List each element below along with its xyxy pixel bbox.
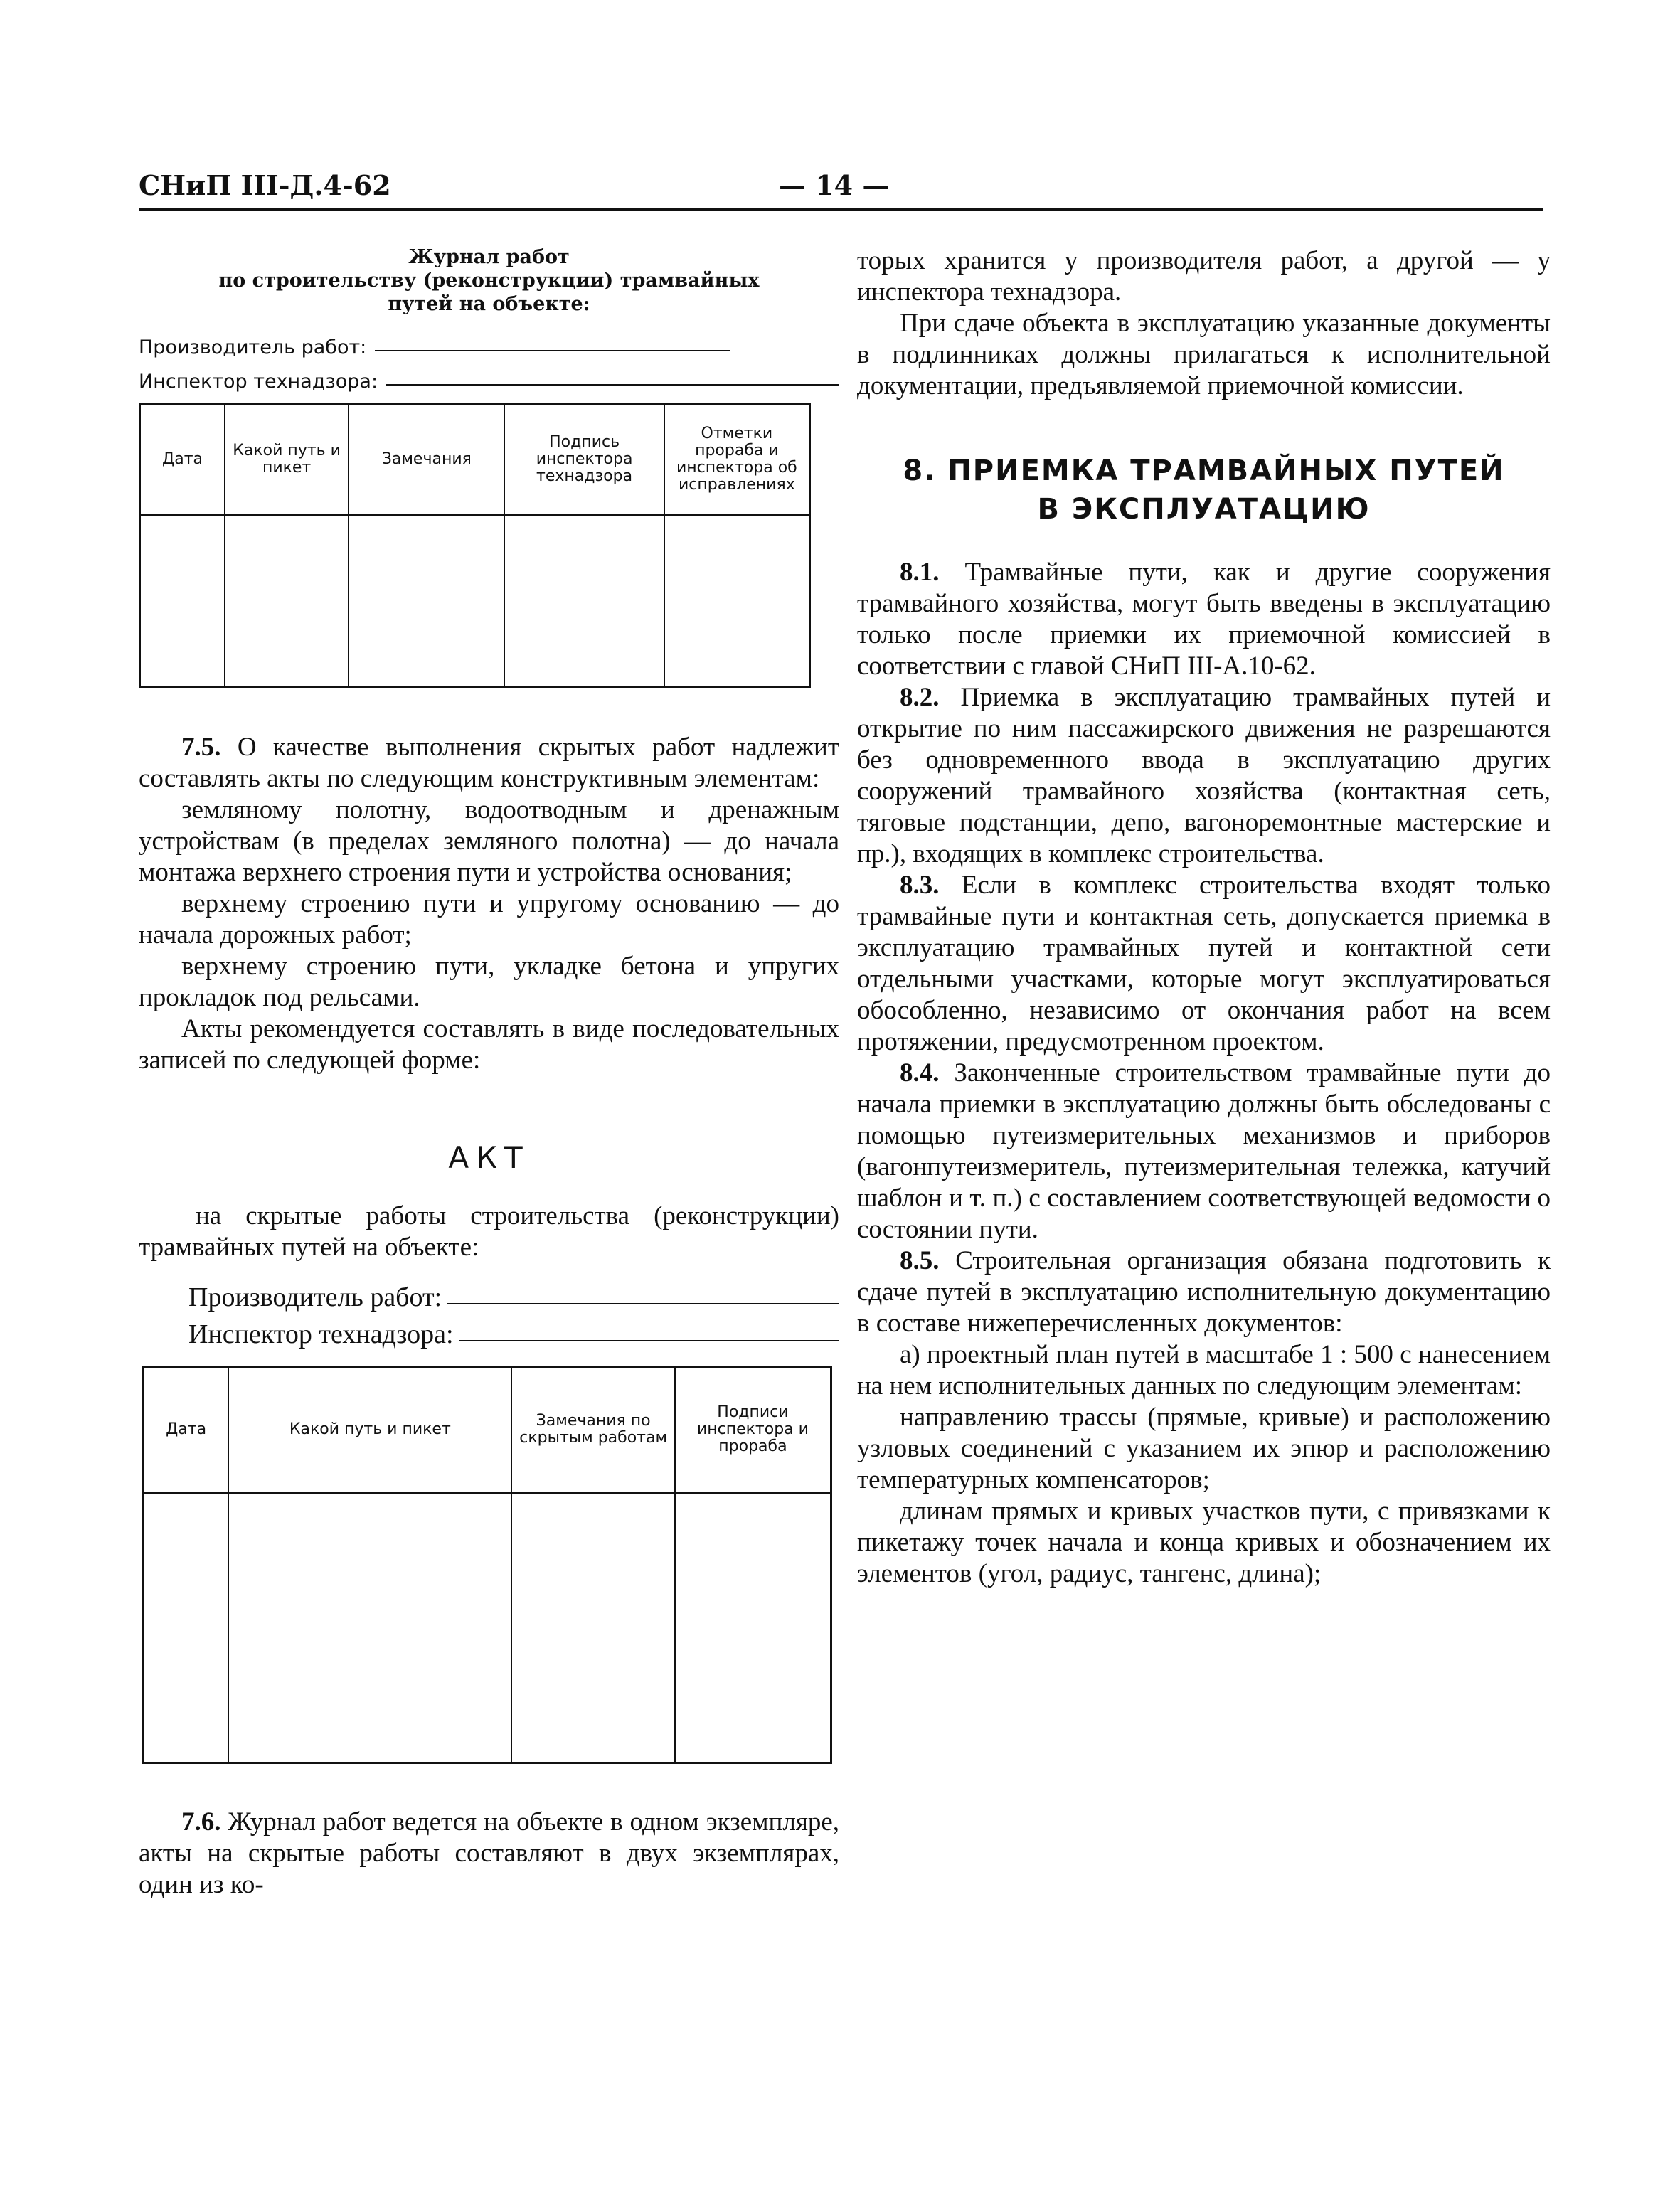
col-track-picket: Какой путь и пикет	[225, 404, 349, 516]
col-signatures: Подписи инспектора и прораба	[675, 1367, 831, 1493]
paragraph-8-5	[857, 1245, 1551, 1339]
col-date: Дата	[144, 1367, 229, 1493]
table-cell	[228, 1493, 511, 1763]
producer-blank-line	[375, 350, 730, 351]
producer-label: Производитель работ:	[188, 1282, 442, 1312]
page-number: — 14 —	[779, 169, 890, 201]
journal-title-line: путей на объекте:	[388, 293, 590, 315]
table-cell	[511, 1493, 674, 1763]
paragraph-text: Акты рекомендуется составлять в виде последовательных записей по следующей форме:	[139, 1014, 839, 1075]
paragraph-text: Строительная организация обязана подготовить к сдаче путей в эксплуатацию исполнительную документацию в составе нижеперечисленных документов:	[857, 1246, 1551, 1338]
inspector-label: Инспектор технадзора:	[139, 371, 378, 393]
document-code: СНиП III-Д.4-62	[139, 169, 391, 201]
table-row	[140, 516, 810, 687]
list-item: верхнему строению пути и упругому основанию — до начала дорожных работ;	[139, 889, 839, 950]
journal-inspector-field	[139, 358, 839, 393]
paragraph-text: О качестве выполнения скрытых работ надлежит составлять акты по следующим конструктивным элементам:	[139, 733, 839, 793]
paragraph-text: Если в комплекс строительства входят только трамвайные пути и контактная сеть, допускается приемка в эксплуатацию трамвайных путей и контактной сети отдельными участками, которые могут эксплуатироваться обособленно, независимо от окончания работ на всем протяжении, предусмотренном проектом.	[857, 871, 1551, 1056]
col-track-picket: Какой путь и пикет	[228, 1367, 511, 1493]
right-column	[857, 245, 1551, 1590]
paragraph-continuation: торых хранится у производителя работ, а другой — у инспектора технадзора.	[857, 246, 1551, 307]
section-heading-line: 8. ПРИЕМКА ТРАМВАЙНЫХ ПУТЕЙ	[903, 454, 1505, 487]
list-item: длинам прямых и кривых участков пути, с привязками к пикетажу точек начала и конца кривых и обозначением их элементов (угол, радиус, тангенс, длина);	[857, 1496, 1551, 1588]
akt-inspector-field	[139, 1313, 839, 1350]
journal-table-header	[140, 404, 810, 516]
section-8-heading	[857, 452, 1551, 528]
table-cell	[349, 516, 504, 687]
paragraph-8-2	[857, 682, 1551, 870]
table-cell	[225, 516, 349, 687]
producer-blank-line	[447, 1303, 839, 1304]
akt-table	[142, 1366, 832, 1764]
col-date: Дата	[140, 404, 225, 516]
paragraph-text: Трамвайные пути, как и другие сооружения трамвайного хозяйства, могут быть введены в эксплуатацию только после приемки их приемочной комиссией в соответствии с главой СНиП III-А.10-62.	[857, 558, 1551, 681]
list-item: земляному полотну, водоотводным и дренажным устройствам (в пределах земляного полотна) — до начала монтажа верхнего строения пути и устройства основания;	[139, 795, 839, 887]
paragraph-text: При сдаче объекта в эксплуатацию указанные документы в подлинниках должны прилагаться к исполнительной документации, предъявляемой приемочной комиссии.	[857, 309, 1551, 400]
paragraph-number: 7.6.	[181, 1807, 221, 1836]
inspector-label: Инспектор технадзора:	[188, 1319, 454, 1349]
table-cell	[675, 1493, 831, 1763]
paragraph-8-3	[857, 870, 1551, 1058]
left-column	[139, 245, 839, 1900]
journal-title	[139, 245, 839, 316]
inspector-blank-line	[386, 384, 839, 386]
paragraph-number: 8.4.	[900, 1058, 940, 1088]
akt-subtitle: на скрытые работы строительства (реконструкции) трамвайных путей на объекте:	[139, 1201, 839, 1262]
list-item: верхнему строению пути, укладке бетона и упругих прокладок под рельсами.	[139, 952, 839, 1012]
journal-title-line: Журнал работ	[408, 246, 570, 268]
paragraph-8-4	[857, 1058, 1551, 1245]
akt-table-header	[144, 1367, 831, 1493]
col-correction-notes: Отметки прораба и инспектора об исправлениях	[664, 404, 810, 516]
col-remarks: Замечания	[349, 404, 504, 516]
paragraph-text: Приемка в эксплуатацию трамвайных путей и открытие по ним пассажирского движения не разрешаются без одновременного ввода в эксплуатацию других сооружений трамвайного хозяйства (контактная сеть, тяговые подстанции, депо, вагоноремонтные мастерские и пр.), входящих в комплекс строительства.	[857, 683, 1551, 868]
paragraph-number: 8.5.	[900, 1246, 940, 1275]
akt-producer-field	[139, 1276, 839, 1313]
col-hidden-work-remarks: Замечания по скрытым работам	[511, 1367, 674, 1493]
paragraph-number: 8.2.	[900, 683, 940, 712]
producer-label: Производитель работ:	[139, 336, 367, 358]
paragraph-number: 8.1.	[900, 558, 940, 587]
paragraph-7-5	[139, 732, 839, 794]
journal-title-line: по строительству (реконструкции) трамвайных	[218, 270, 760, 292]
section-heading-line: В ЭКСПЛУАТАЦИЮ	[1037, 493, 1371, 526]
header-rule	[139, 208, 1543, 211]
table-cell	[504, 516, 664, 687]
table-cell	[664, 516, 810, 687]
page-header	[139, 169, 1543, 212]
journal-producer-field	[139, 324, 839, 358]
list-item: направлению трассы (прямые, кривые) и расположению узловых соединений с указанием их эпюр и расположению температурных компенсаторов;	[857, 1403, 1551, 1494]
paragraph-text: Законченные строительством трамвайные пути до начала приемки в эксплуатацию должны быть обследованы с помощью путеизмерительных механизмов и приборов (вагонпутеизмеритель, путеизмерительная тележка, катучий шаблон и т. п.) с составлением соответствующей ведомости о состоянии пути.	[857, 1058, 1551, 1244]
col-inspector-signature: Подпись инспектора технадзора	[504, 404, 664, 516]
paragraph-8-1	[857, 557, 1551, 682]
paragraph-number: 7.5.	[181, 733, 221, 762]
table-cell	[144, 1493, 229, 1763]
paragraph-text: Журнал работ ведется на объекте в одном экземпляре, акты на скрытые работы составляют в двух экземплярах, один из ко-	[139, 1807, 840, 1899]
akt-title: АКТ	[448, 1140, 530, 1175]
table-cell	[140, 516, 225, 687]
inspector-blank-line	[459, 1340, 839, 1341]
paragraph-7-6	[139, 1807, 839, 1900]
table-row	[144, 1493, 831, 1763]
list-item: а) проектный план путей в масштабе 1 : 500 с нанесением на нем исполнительных данных по следующим элементам:	[857, 1340, 1551, 1400]
paragraph-number: 8.3.	[900, 871, 940, 900]
journal-table	[139, 403, 811, 688]
